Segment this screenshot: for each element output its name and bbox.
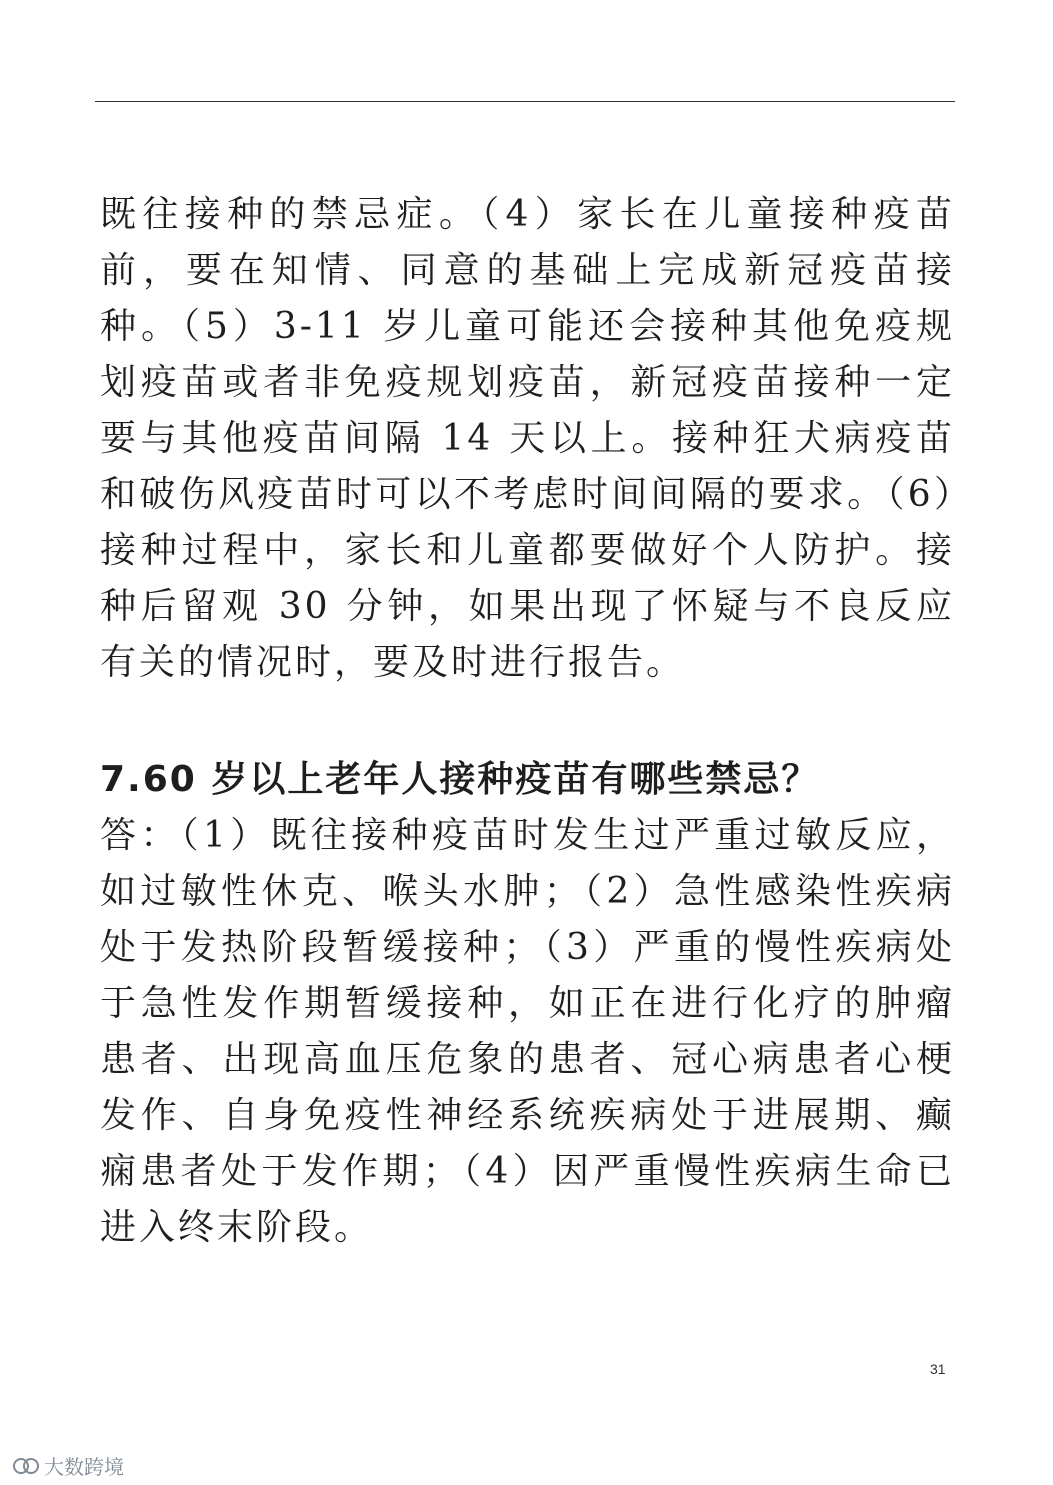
page-content xyxy=(100,187,955,1256)
body-paragraph: 既往接种的禁忌症。（4）家长在儿童接种疫苗前，要在知情、同意的基础上完成新冠疫苗接种。（5）3-11 岁儿童可能还会接种其他免疫规划疫苗或者非免疫规划疫苗，新冠疫苗接种一定要与其他疫苗间隔 14 天以上。接种狂犬病疫苗和破伤风疫苗时可以不考虑时间间隔的要求。（6）接种过程中，家长和儿童都要做好个人防护。接种后留观 30 分钟，如果出现了怀疑与不良反应有关的情况时，要及时进行报告。 xyxy=(100,194,955,683)
answer-paragraph: 答：（1）既往接种疫苗时发生过严重过敏反应，如过敏性休克、喉头水肿；（2）急性感染性疾病处于发热阶段暂缓接种；（3）严重的慢性疾病处于急性发作期暂缓接种，如正在进行化疗的肿瘤患者、出现高血压危象的患者、冠心病患者心梗发作、自身免疫性神经系统疾病处于进展期、癫痫患者处于发作期；（4）因严重慢性疾病生命已进入终末阶段。 xyxy=(100,815,955,1248)
section-heading: 7.60 岁以上老年人接种疫苗有哪些禁忌？ xyxy=(100,759,820,800)
page-number: 31 xyxy=(930,1361,946,1377)
footer-brand xyxy=(12,1451,124,1480)
brand-name: 大数跨境 xyxy=(44,1455,124,1479)
brand-logo-icon xyxy=(12,1456,40,1476)
header-rule xyxy=(95,101,955,102)
